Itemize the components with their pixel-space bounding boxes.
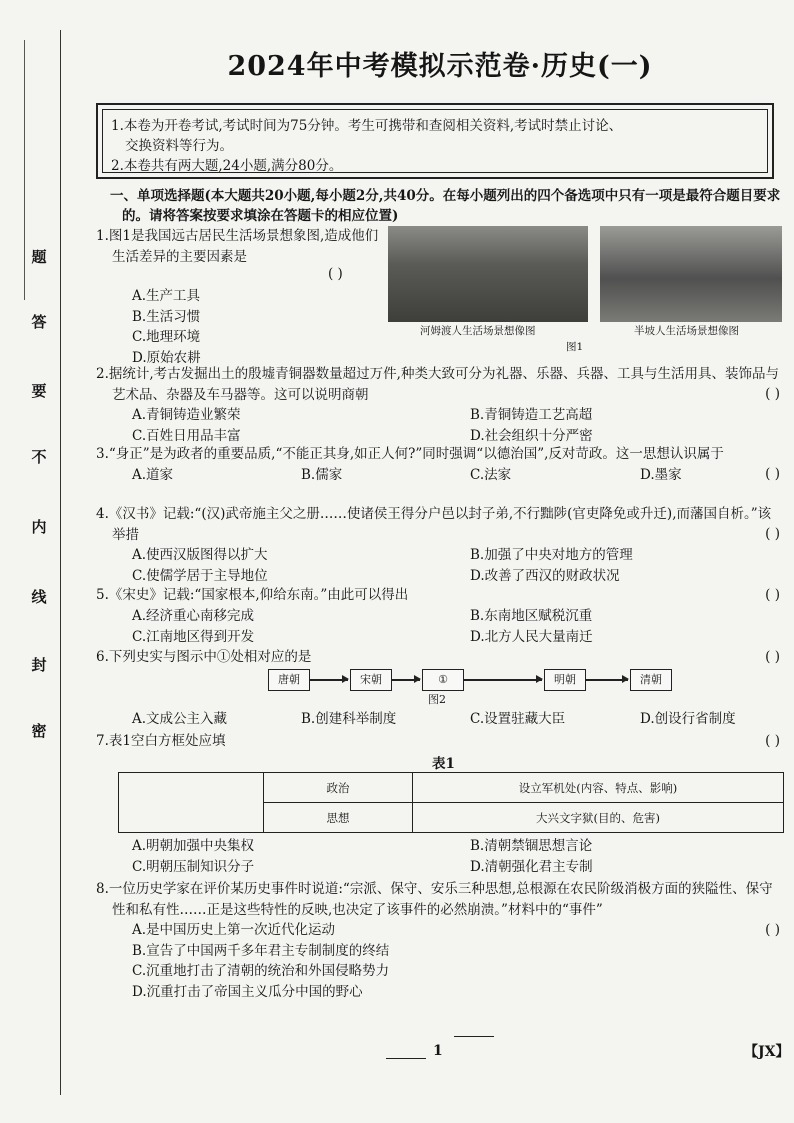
option: A.经济重心南移完成 bbox=[132, 607, 255, 624]
option: C.江南地区得到开发 bbox=[132, 628, 255, 645]
page-title: 2024年中考模拟示范卷·历史(一) bbox=[227, 51, 653, 82]
option: C.地理环境 bbox=[132, 329, 201, 345]
option: A.使西汉版图得以扩大 bbox=[132, 547, 268, 563]
option: A.道家 bbox=[132, 466, 174, 483]
flow-box: 明朝 bbox=[544, 669, 586, 691]
notice-line: 2.本卷共有两大题,24小题,满分80分。 bbox=[111, 158, 343, 174]
table-cell: 政治 bbox=[264, 773, 413, 803]
image-caption: 河姆渡人生活场景想像图 bbox=[420, 325, 536, 337]
flow-arrow bbox=[310, 679, 348, 681]
option: A.青铜铸造业繁荣 bbox=[132, 407, 241, 423]
binding-char: 不 bbox=[31, 448, 47, 466]
answer-paren: ( ) bbox=[765, 587, 780, 603]
page-number: 1 bbox=[433, 1043, 443, 1059]
footer-line bbox=[454, 1036, 494, 1037]
answer-paren: ( ) bbox=[765, 733, 780, 749]
option: B.宣告了中国两千多年君主专制制度的终结 bbox=[132, 942, 390, 959]
option: D.墨家 bbox=[640, 466, 682, 483]
question-5 bbox=[96, 585, 784, 648]
table-1 bbox=[118, 772, 784, 833]
question-stem: 6.下列史实与图示中①处相对应的是 bbox=[96, 649, 312, 665]
banpo-image bbox=[600, 226, 782, 322]
notice-line: 1.本卷为开卷考试,考试时间为75分钟。考生可携带和查阅相关资料,考试时禁止讨论、 bbox=[111, 118, 623, 134]
question-stem: 7.表1空白方框处应填 bbox=[96, 733, 226, 749]
section-heading: 一、单项选择题(本大题共20小题,每小题2分,共40分。在每小题列出的四个备选项中只有一项是最符合题目要求的。请将答案按要求填涂在答题卡的相应位置) bbox=[110, 188, 781, 224]
binding-char: 要 bbox=[31, 382, 47, 400]
option: C.沉重地打击了清朝的统治和外国侵略势力 bbox=[132, 963, 390, 979]
option: C.使儒学居于主导地位 bbox=[132, 568, 268, 584]
binding-line bbox=[60, 30, 61, 1095]
binding-char: 线 bbox=[31, 588, 47, 606]
option: D.原始农耕 bbox=[132, 349, 201, 366]
table-row bbox=[119, 773, 784, 803]
question-stem: 5.《宋史》记载:“国家根本,仰给东南。”由此可以得出 bbox=[96, 587, 409, 603]
notice-line: 交换资料等行为。 bbox=[125, 138, 233, 154]
question-2 bbox=[96, 364, 784, 447]
option: D.改善了西汉的财政状况 bbox=[470, 568, 620, 584]
option: B.创建科举制度 bbox=[301, 711, 397, 727]
binding-char: 封 bbox=[31, 656, 47, 674]
flow-arrow bbox=[464, 679, 542, 681]
option: C.法家 bbox=[470, 466, 512, 483]
option: D.北方人民大量南迁 bbox=[470, 628, 593, 645]
option: A.是中国历史上第一次近代化运动 bbox=[132, 922, 336, 938]
answer-paren: ( ) bbox=[328, 266, 343, 282]
option: A.生产工具 bbox=[132, 288, 201, 304]
flow-box: 宋朝 bbox=[350, 669, 392, 691]
option: C.设置驻藏大臣 bbox=[470, 711, 566, 727]
answer-paren: ( ) bbox=[765, 922, 780, 938]
flow-arrow bbox=[392, 679, 420, 681]
option: C.明朝压制知识分子 bbox=[132, 859, 255, 875]
question-8 bbox=[96, 879, 784, 1002]
footer-line bbox=[386, 1058, 426, 1059]
option: D.沉重打击了帝国主义瓜分中国的野心 bbox=[132, 983, 363, 1000]
binding-char: 答 bbox=[31, 313, 47, 331]
flow-box-blank: ① bbox=[422, 669, 464, 691]
flow-box: 清朝 bbox=[630, 669, 672, 691]
question-stem: 3.“身正”是为政者的重要品质,“不能正其身,如正人何?”同时强调“以德治国”,反对苛政。这一思想认识属于 bbox=[96, 446, 724, 462]
option: A.文成公主入藏 bbox=[132, 711, 228, 727]
dynasty-flow bbox=[268, 669, 708, 693]
option: C.百姓日用品丰富 bbox=[132, 428, 241, 444]
binding-margin bbox=[0, 0, 62, 1123]
binding-char: 题 bbox=[31, 248, 47, 266]
question-stem: 4.《汉书》记载:“(汉)武帝施主父之册……使诸侯王得分户邑以封子弟,不行黜陟(官吏降免或升迁),而藩国自析。”该举措 bbox=[96, 506, 772, 543]
flow-box: 唐朝 bbox=[268, 669, 310, 691]
question-stem: 8.一位历史学家在评价某历史事件时说道:“宗派、保守、安乐三种思想,总根源在农民阶级消极方面的狭隘性、保守性和私有性……正是这些特性的反映,也决定了该事件的必然崩溃。”材料中的“事件” bbox=[96, 881, 773, 918]
notice-box bbox=[96, 103, 774, 179]
table-blank-cell bbox=[119, 773, 264, 833]
answer-paren: ( ) bbox=[765, 466, 780, 482]
option: B.青铜铸造工艺高超 bbox=[470, 407, 593, 423]
option: B.清朝禁锢思想言论 bbox=[470, 838, 593, 854]
question-stem: 2.据统计,考古发掘出土的殷墟青铜器数量超过万件,种类大致可分为礼器、乐器、兵器、工具与生活用具、装饰品与艺术品、杂器及车马器等。这可以说明商朝 bbox=[96, 366, 779, 403]
question-3 bbox=[96, 444, 784, 486]
option: B.儒家 bbox=[301, 466, 343, 483]
question-4 bbox=[96, 504, 784, 587]
table-cell: 设立军机处(内容、特点、影响) bbox=[413, 773, 784, 803]
image-caption: 半坡人生活场景想像图 bbox=[634, 325, 739, 337]
q7-options bbox=[96, 836, 784, 878]
figure-label: 图1 bbox=[566, 341, 584, 353]
question-6 bbox=[96, 647, 784, 668]
binding-char: 内 bbox=[31, 518, 47, 536]
flow-arrow bbox=[586, 679, 628, 681]
table-cell: 思想 bbox=[264, 803, 413, 833]
option: D.社会组织十分严密 bbox=[470, 428, 593, 444]
figure-label: 图2 bbox=[428, 693, 446, 706]
option: B.生活习惯 bbox=[132, 308, 201, 325]
answer-paren: ( ) bbox=[765, 649, 780, 665]
question-7 bbox=[96, 731, 784, 752]
region-mark: 【JX】 bbox=[744, 1044, 790, 1060]
hemudu-image bbox=[388, 226, 588, 322]
binding-char: 密 bbox=[31, 722, 47, 740]
q1-options bbox=[132, 286, 332, 368]
table-title: 表1 bbox=[432, 756, 455, 772]
table-cell: 大兴文字狱(目的、危害) bbox=[413, 803, 784, 833]
option: D.创设行省制度 bbox=[640, 711, 736, 727]
question-1 bbox=[96, 226, 386, 282]
q6-options bbox=[96, 709, 784, 730]
option: D.清朝强化君主专制 bbox=[470, 859, 593, 875]
binding-thin-line bbox=[24, 40, 25, 300]
answer-paren: ( ) bbox=[765, 386, 780, 402]
answer-paren: ( ) bbox=[765, 526, 780, 542]
question-stem: 1.图1是我国远古居民生活场景想象图,造成他们生活差异的主要因素是 bbox=[96, 228, 379, 265]
option: B.东南地区赋税沉重 bbox=[470, 607, 593, 624]
option: B.加强了中央对地方的管理 bbox=[470, 547, 633, 563]
option: A.明朝加强中央集权 bbox=[132, 838, 255, 854]
